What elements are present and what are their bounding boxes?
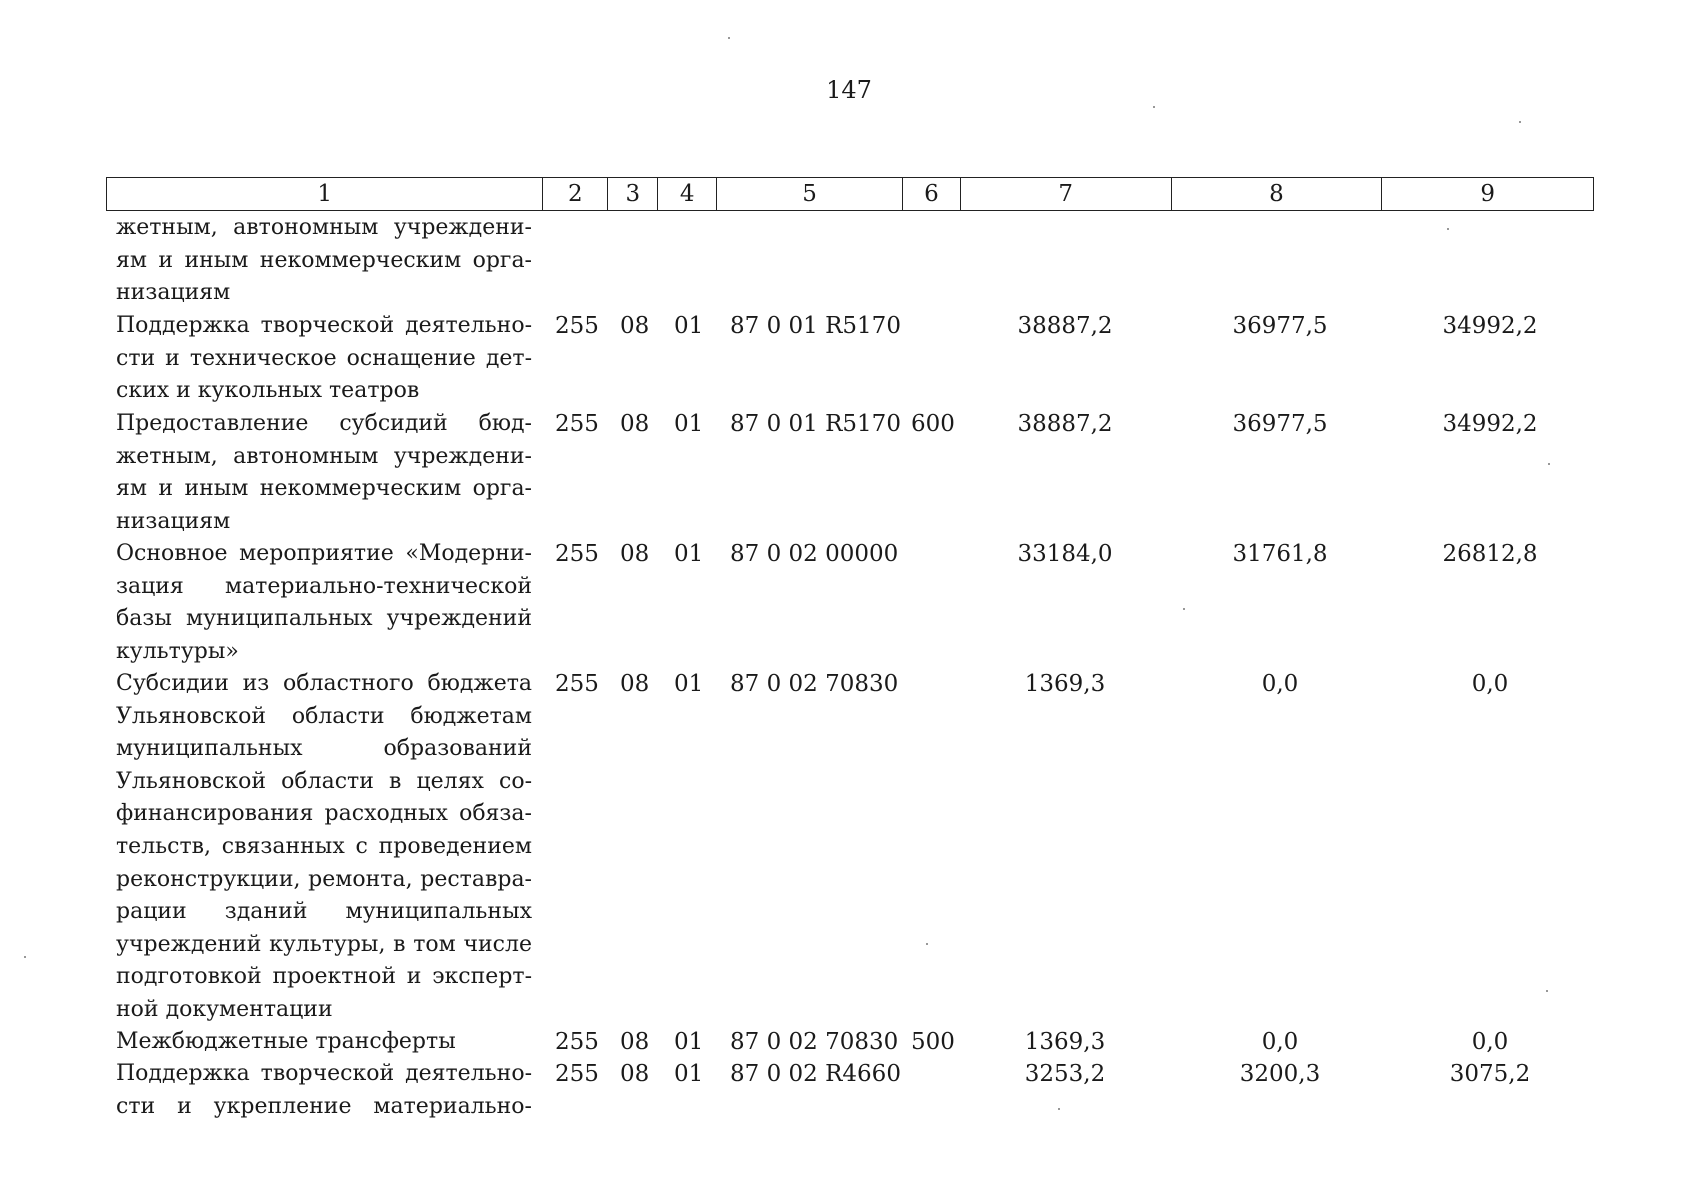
header-col-9: 9 <box>1480 181 1495 207</box>
col-5-value: 87 0 02 70830 <box>730 1029 899 1055</box>
scan-speck <box>1183 608 1185 610</box>
col-2-value: 255 <box>555 1029 599 1055</box>
desc-line: подготовкой проектной и эксперт- <box>116 964 532 990</box>
desc-line: Субсидии из областного бюджета <box>116 671 532 696</box>
desc-line: учреждений культуры, в том числе <box>116 931 532 957</box>
desc-line: муниципальных образований <box>116 736 532 762</box>
col-7-value: 3253,2 <box>1024 1061 1106 1087</box>
col-3-value: 08 <box>620 313 650 339</box>
col-3-value: 08 <box>620 1029 650 1055</box>
desc-line: зация материально-технической <box>116 573 532 599</box>
desc-line: ной документации <box>116 996 333 1022</box>
col-5-value: 87 0 02 00000 <box>730 541 899 567</box>
header-col-7: 7 <box>961 178 1172 210</box>
scan-speck <box>1548 463 1550 465</box>
scan-speck <box>1519 121 1521 123</box>
col-4-value: 01 <box>674 411 704 437</box>
desc-line: ям и иным некоммерческим орга- <box>116 476 532 502</box>
desc-line: Поддержка творческой деятельно- <box>116 1061 532 1086</box>
scan-speck <box>728 37 730 39</box>
desc-line: жетным, автономным учреждени- <box>116 443 532 469</box>
row-description <box>116 408 532 538</box>
table-row <box>0 668 1698 1026</box>
desc-line: сти и укрепление материально- <box>116 1093 532 1119</box>
col-3-value: 08 <box>620 411 650 437</box>
col-7-value: 38887,2 <box>1017 411 1113 437</box>
desc-line: Предоставление субсидий бюд- <box>116 411 532 436</box>
table-row <box>0 1058 1698 1124</box>
header-col-2: 2 <box>543 178 608 210</box>
col-9-value: 0,0 <box>1471 1029 1509 1055</box>
col-4-value: 01 <box>674 313 704 339</box>
desc-line: Межбюджетные трансферты <box>116 1029 456 1054</box>
col-7-value: 33184,0 <box>1017 541 1113 567</box>
col-8-value: 0,0 <box>1261 671 1299 697</box>
desc-line: рации зданий муниципальных <box>116 899 532 925</box>
col-4-value: 01 <box>674 541 704 567</box>
row-description <box>116 212 532 310</box>
desc-line: низациям <box>116 508 231 534</box>
col-4-value: 01 <box>674 1029 704 1055</box>
page-number: 147 <box>826 76 872 104</box>
col-6-value: 600 <box>911 411 955 437</box>
table-row <box>0 1026 1698 1058</box>
desc-line: Ульяновской области в целях со- <box>116 768 532 794</box>
table-row <box>0 408 1698 538</box>
desc-line: низациям <box>116 280 231 306</box>
table-row <box>0 310 1698 408</box>
row-description <box>116 538 532 668</box>
header-col-5: 5 <box>717 178 903 210</box>
col-2-value: 255 <box>555 541 599 567</box>
row-description <box>116 668 532 1027</box>
col-8-value: 0,0 <box>1261 1029 1299 1055</box>
desc-line: ских и кукольных театров <box>116 378 420 404</box>
scan-speck <box>1447 228 1449 230</box>
col-2-value: 255 <box>555 411 599 437</box>
desc-line: Ульяновской области бюджетам <box>116 703 532 729</box>
table-row <box>0 538 1698 668</box>
col-9-value: 26812,8 <box>1442 541 1538 567</box>
col-8-value: 36977,5 <box>1232 313 1328 339</box>
desc-line: культуры» <box>116 638 239 664</box>
col-7-value: 38887,2 <box>1017 313 1113 339</box>
header-col-3: 3 <box>608 178 658 210</box>
row-description <box>116 310 532 408</box>
col-3-value: 08 <box>620 671 650 697</box>
header-col-4: 4 <box>658 178 717 210</box>
header-col-1: 1 <box>107 178 543 210</box>
table-header-row <box>106 177 1594 211</box>
desc-line: ям и иным некоммерческим орга- <box>116 247 532 273</box>
desc-line: базы муниципальных учреждений <box>116 606 532 632</box>
row-description <box>116 1058 532 1123</box>
col-3-value: 08 <box>620 541 650 567</box>
col-7-value: 1369,3 <box>1024 1029 1106 1055</box>
col-2-value: 255 <box>555 313 599 339</box>
col-5-value: 87 0 01 R5170 <box>730 313 901 339</box>
col-4-value: 01 <box>674 671 704 697</box>
scan-speck <box>1546 990 1548 992</box>
header-col-8: 8 <box>1172 178 1383 210</box>
col-6-value: 500 <box>911 1029 955 1055</box>
desc-line: финансирования расходных обяза- <box>116 801 532 827</box>
scan-speck <box>24 956 26 958</box>
col-5-value: 87 0 01 R5170 <box>730 411 901 437</box>
col-3-value: 08 <box>620 1061 650 1087</box>
col-5-value: 87 0 02 R4660 <box>730 1061 901 1087</box>
desc-line: жетным, автономным учреждени- <box>116 215 532 240</box>
scan-speck <box>1153 106 1155 108</box>
col-4-value: 01 <box>674 1061 704 1087</box>
desc-line: реконструкции, ремонта, реставра- <box>116 866 532 892</box>
desc-line: Основное мероприятие «Модерни- <box>116 541 532 566</box>
scan-speck <box>1058 1108 1060 1110</box>
col-9-value: 3075,2 <box>1449 1061 1531 1087</box>
col-9-value: 34992,2 <box>1442 411 1538 437</box>
col-9-value: 0,0 <box>1471 671 1509 697</box>
col-8-value: 31761,8 <box>1232 541 1328 567</box>
col-8-value: 3200,3 <box>1239 1061 1321 1087</box>
col-2-value: 255 <box>555 671 599 697</box>
col-8-value: 36977,5 <box>1232 411 1328 437</box>
table-body <box>0 212 1698 1124</box>
col-5-value: 87 0 02 70830 <box>730 671 899 697</box>
desc-line: сти и техническое оснащение дет- <box>116 345 532 371</box>
header-col-6: 6 <box>903 178 961 210</box>
scan-speck <box>926 943 928 945</box>
row-description <box>116 1026 532 1059</box>
col-7-value: 1369,3 <box>1024 671 1106 697</box>
col-2-value: 255 <box>555 1061 599 1087</box>
desc-line: тельств, связанных с проведением <box>116 833 532 859</box>
desc-line: Поддержка творческой деятельно- <box>116 313 532 338</box>
col-9-value: 34992,2 <box>1442 313 1538 339</box>
table-row <box>0 212 1698 310</box>
